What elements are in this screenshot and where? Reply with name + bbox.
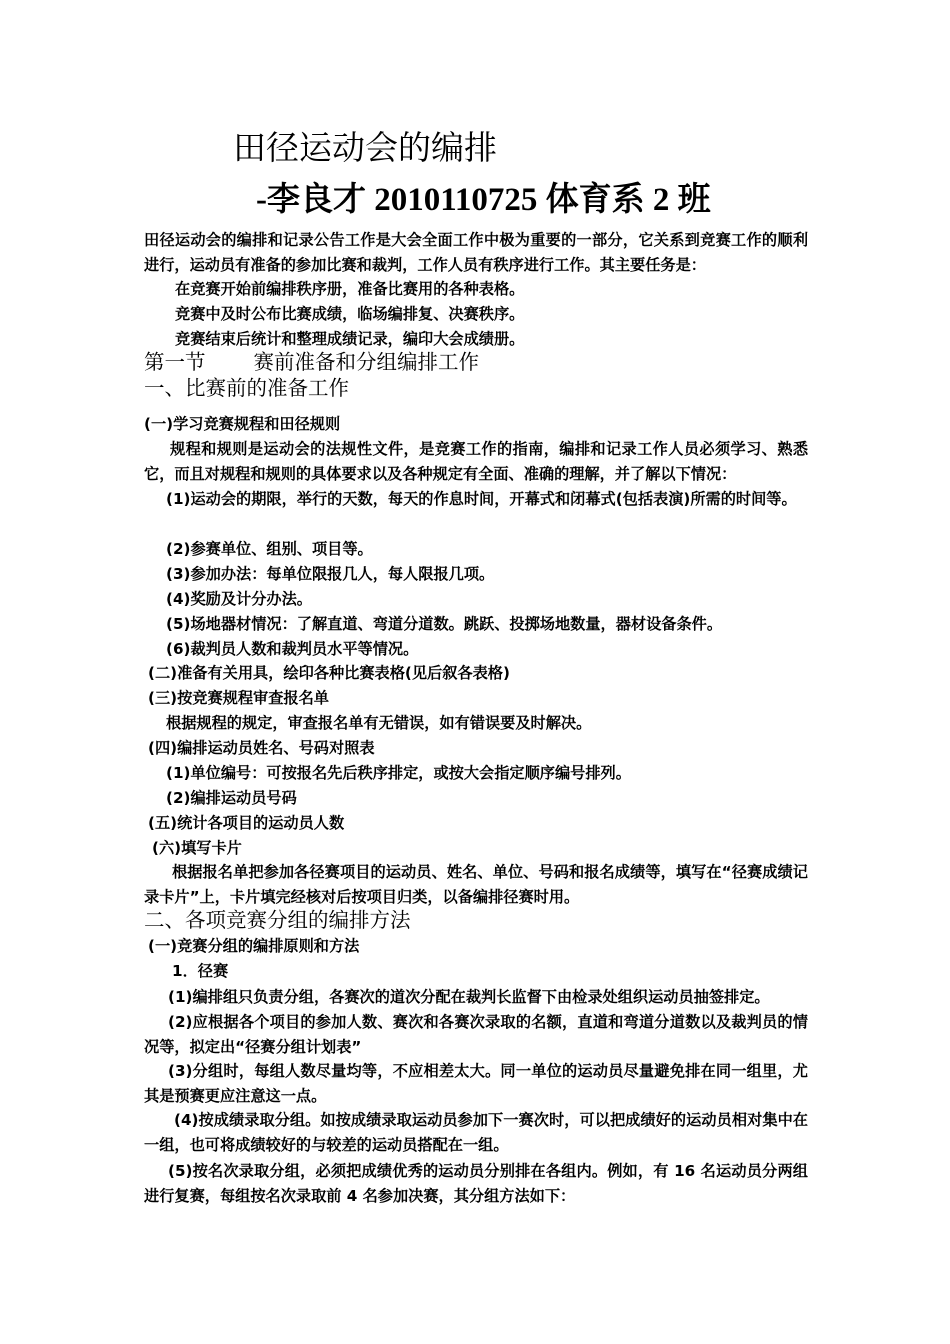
part2-sub1-item-4: (4)按成绩录取分组。如按成绩录取运动员参加下一赛次时，可以把成绩好的运动员相对集中在一组，也可将成绩较好的与较差的运动员搭配在一组。 [144, 1111, 808, 1154]
part1-sub1-item-6: (6)裁判员人数和裁判员水平等情况。 [166, 640, 419, 658]
intro-task-1: 在竞赛开始前编排秩序册，准备比赛用的各种表格。 [175, 280, 525, 298]
part2-sub1-title: (一)竞赛分组的编排原则和方法 [148, 937, 360, 955]
part2-sub1-label: 1．径赛 [172, 962, 229, 980]
part1-sub1-item-2: (2)参赛单位、组别、项目等。 [166, 540, 373, 558]
intro-paragraph: 田径运动会的编排和记录公告工作是大会全面工作中极为重要的一部分，它关系到竞赛工作的顺利进行，运动员有准备的参加比赛和裁判，工作人员有秩序进行工作。其主要任务是： [144, 231, 808, 274]
part1-sub3-title: (三)按竞赛规程审查报名单 [148, 689, 329, 707]
part1-sub4-item-1: (1)单位编号：可按报名先后秩序排定，或按大会指定顺序编号排列。 [166, 764, 631, 782]
section-heading [144, 349, 479, 375]
section-title: 赛前准备和分组编排工作 [253, 350, 479, 374]
part2-sub1-item-5: (5)按名次录取分组，必须把成绩优秀的运动员分别排在各组内。例如，有 16 名运动员分两组进行复赛，每组按名次录取前 4 名参加决赛，其分组方法如下： [144, 1162, 808, 1205]
part1-sub4-item-2: (2)编排运动员号码 [166, 789, 297, 807]
part2-sub1-item-3: (3)分组时，每组人数尽量均等，不应相差太大。同一单位的运动员尽量避免排在同一组里，尤其是预赛更应注意这一点。 [144, 1062, 808, 1105]
part1-sub5-title: (五)统计各项目的运动员人数 [148, 814, 345, 832]
author-line: -李良才 2010110725 体育系 2 班 [256, 182, 711, 218]
part1-sub1-item-4: (4)奖励及计分办法。 [166, 590, 312, 608]
part1-sub6-paragraph: 根据报名单把参加各径赛项目的运动员、姓名、单位、号码和报名成绩等，填写在“径赛成绩记录卡片”上，卡片填完经核对后按项目归类，以备编排径赛时用。 [144, 863, 808, 906]
part1-sub3-paragraph: 根据规程的规定，审查报名单有无错误，如有错误要及时解决。 [166, 714, 592, 732]
part1-sub1-item-3: (3)参加办法：每单位限报几人，每人限报几项。 [166, 565, 495, 583]
intro-task-3: 竞赛结束后统计和整理成绩记录，编印大会成绩册。 [175, 330, 525, 348]
part1-sub1-paragraph: 规程和规则是运动会的法规性文件，是竞赛工作的指南，编排和记录工作人员必须学习、熟悉它，而且对规程和规则的具体要求以及各种规定有全面、准确的理解，并了解以下情况： [144, 440, 808, 483]
part1-sub1-item-1: (1)运动会的期限，举行的天数，每天的作息时间，开幕式和闭幕式(包括表演)所需的时间等。 [166, 490, 797, 508]
part2-heading: 二、各项竞赛分组的编排方法 [144, 908, 411, 932]
intro-task-2: 竞赛中及时公布比赛成绩，临场编排复、决赛秩序。 [175, 305, 525, 323]
part1-sub6-title: (六)填写卡片 [152, 839, 242, 857]
part2-sub1-item-1: (1)编排组只负责分组，各赛次的道次分配在裁判长监督下由检录处组织运动员抽签排定。 [168, 988, 770, 1006]
part1-sub4-title: (四)编排运动员姓名、号码对照表 [148, 739, 375, 757]
part1-sub1-item-5: (5)场地器材情况：了解直道、弯道分道数。跳跃、投掷场地数量，器材设备条件。 [166, 615, 723, 633]
part1-sub1-title: (一)学习竞赛规程和田径规则 [144, 415, 341, 433]
document-title: 田径运动会的编排 [233, 128, 497, 167]
part1-sub2-title: (二)准备有关用具，绘印各种比赛表格(见后叙各表格) [148, 664, 510, 682]
part2-sub1-item-2: (2)应根据各个项目的参加人数、赛次和各赛次录取的名额，直道和弯道分道数以及裁判员的情况等，拟定出“径赛分组计划表” [144, 1013, 808, 1056]
part1-heading: 一、比赛前的准备工作 [144, 376, 349, 400]
section-number: 第一节 [144, 350, 206, 374]
